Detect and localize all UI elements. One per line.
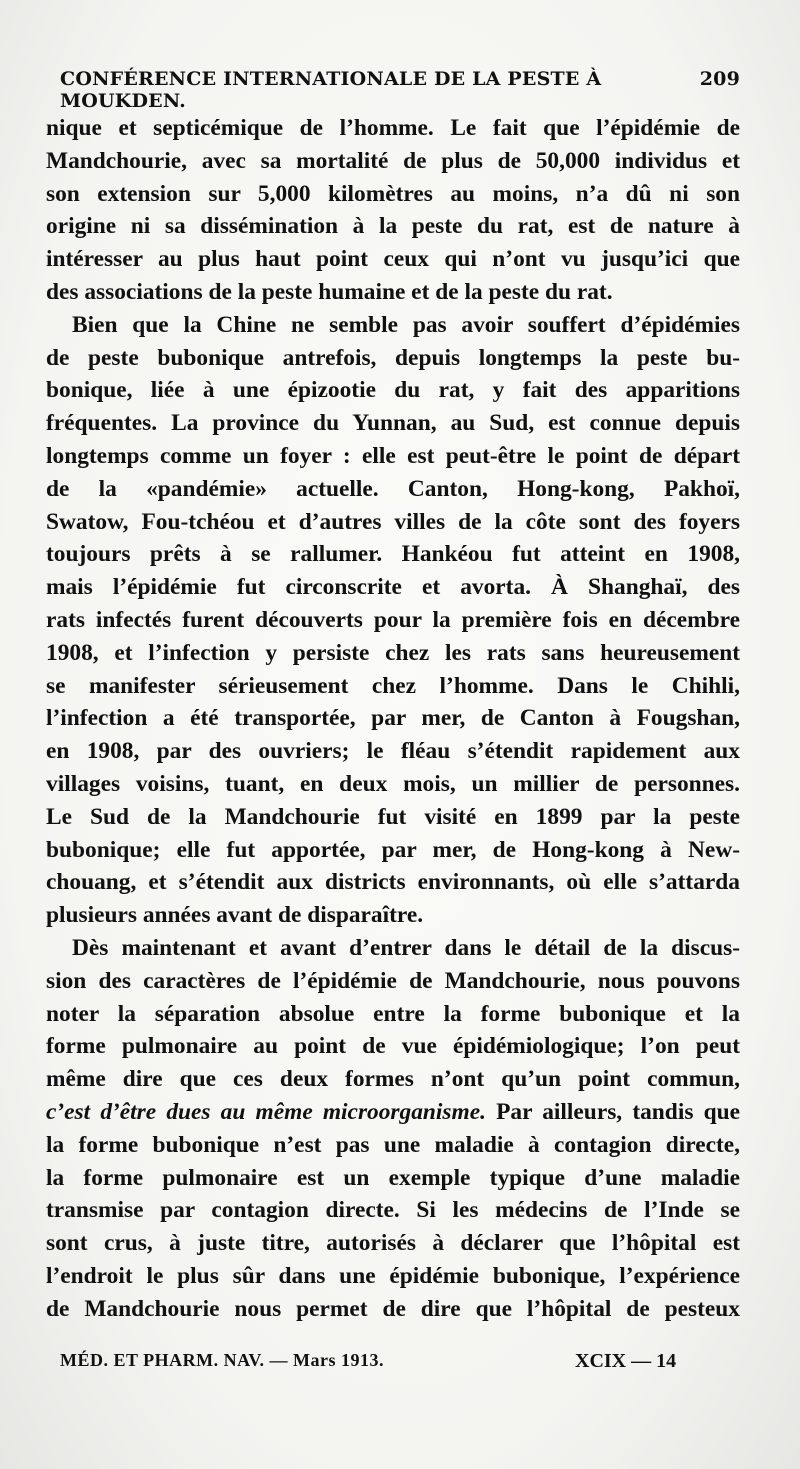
text-line: Mandchourie, avec sa mortalité de plus de 50,000 individus et <box>46 147 740 174</box>
text-line: Le Sud de la Mandchourie fut visité en 1899 par la peste <box>46 803 740 830</box>
text-line: transmise par contagion directe. Si les médecins de l’Inde se <box>46 1197 740 1224</box>
text-line: l’endroit le plus sûr dans une épidémie bubonique, l’expérience <box>46 1262 740 1289</box>
text-line: bonique, liée à une épizootie du rat, y fait des apparitions <box>46 377 740 404</box>
text-line: villages voisins, tuant, en deux mois, un millier de personnes. <box>46 770 740 797</box>
running-header <box>60 68 740 112</box>
signature-mark: XCIX — 14 <box>575 1350 677 1372</box>
text-line <box>46 1096 740 1129</box>
text-line: de la «pandémie» actuelle. Canton, Hong-kong, Pakhoï, <box>46 475 740 502</box>
text-line: origine ni sa dissémination à la peste du rat, est de nature à <box>46 213 740 240</box>
text-line: la forme pulmonaire est un exemple typique d’une maladie <box>46 1164 740 1191</box>
text-line: toujours prêts à se rallumer. Hankéou fut atteint en 1908, <box>46 541 740 568</box>
text-line: se manifester sérieusement chez l’homme. Dans le Chihli, <box>46 672 740 699</box>
text-line: intéresser au plus haut point ceux qui n’ont vu jusqu’ici que <box>46 246 740 273</box>
text-line: chouang, et s’étendit aux districts environnants, où elle s’attarda <box>46 869 740 896</box>
italic-phrase: c’est d’être dues au même microorganisme. <box>46 1098 486 1125</box>
paragraph-2 <box>46 309 740 932</box>
page-number: 209 <box>699 68 740 90</box>
journal-reference: MÉD. ET PHARM. NAV. — Mars 1913. <box>60 1350 385 1370</box>
text-line: de Mandchourie nous permet de dire que l’hôpital de pesteux <box>46 1295 740 1322</box>
running-title: CONFÉRENCE INTERNATIONALE DE LA PESTE À MOUKDEN. <box>60 68 602 112</box>
text-line: nique et septicémique de l’homme. Le fait que l’épidémie de <box>46 115 740 141</box>
text-line: Bien que la Chine ne semble pas avoir souffert d’épidémies <box>72 311 740 338</box>
text-line: 1908, et l’infection y persiste chez les rats sans heureusement <box>46 639 740 666</box>
text-line: mais l’épidémie fut circonscrite et avorta. À Shanghaï, des <box>46 574 740 601</box>
text-line: longtemps comme un foyer : elle est peut-être le point de départ <box>46 442 740 469</box>
after-italic: Par ailleurs, tandis que <box>485 1098 740 1125</box>
paragraph-3 <box>46 932 740 1326</box>
text-line: plusieurs années avant de disparaître. <box>46 902 424 929</box>
text-line: de peste bubonique antrefois, depuis longtemps la peste bu- <box>46 344 740 371</box>
text-line: en 1908, par des ouvriers; le fléau s’étendit rapidement aux <box>46 738 740 765</box>
body-text <box>46 112 740 1325</box>
text-line: forme pulmonaire au point de vue épidémiologique; l’on peut <box>46 1033 740 1060</box>
text-line: rats infectés furent découverts pour la première fois en décembre <box>46 606 740 633</box>
text-line: sion des caractères de l’épidémie de Mandchourie, nous pouvons <box>46 967 740 994</box>
text-line: son extension sur 5,000 kilomètres au moins, n’a dû ni son <box>46 180 740 207</box>
text-line: bubonique; elle fut apportée, par mer, de Hong-kong à New- <box>46 836 740 863</box>
text-line: fréquentes. La province du Yunnan, au Sud, est connue depuis <box>46 410 740 437</box>
text-line: des associations de la peste humaine et de la peste du rat. <box>46 278 613 305</box>
text-line: Swatow, Fou-tchéou et d’autres villes de la côte sont des foyers <box>46 508 740 535</box>
text-line: l’infection a été transportée, par mer, de Canton à Fougshan, <box>46 705 740 732</box>
text-line: Dès maintenant et avant d’entrer dans le détail de la discus- <box>72 934 740 961</box>
text-line: la forme bubonique n’est pas une maladie à contagion directe, <box>46 1131 740 1158</box>
text-line: noter la séparation absolue entre la forme bubonique et la <box>46 1000 740 1027</box>
text-line: même dire que ces deux formes n’ont qu’un point commun, <box>46 1066 740 1093</box>
text-line: sont crus, à juste titre, autorisés à déclarer que l’hôpital est <box>46 1230 740 1257</box>
paragraph-1 <box>46 112 740 309</box>
